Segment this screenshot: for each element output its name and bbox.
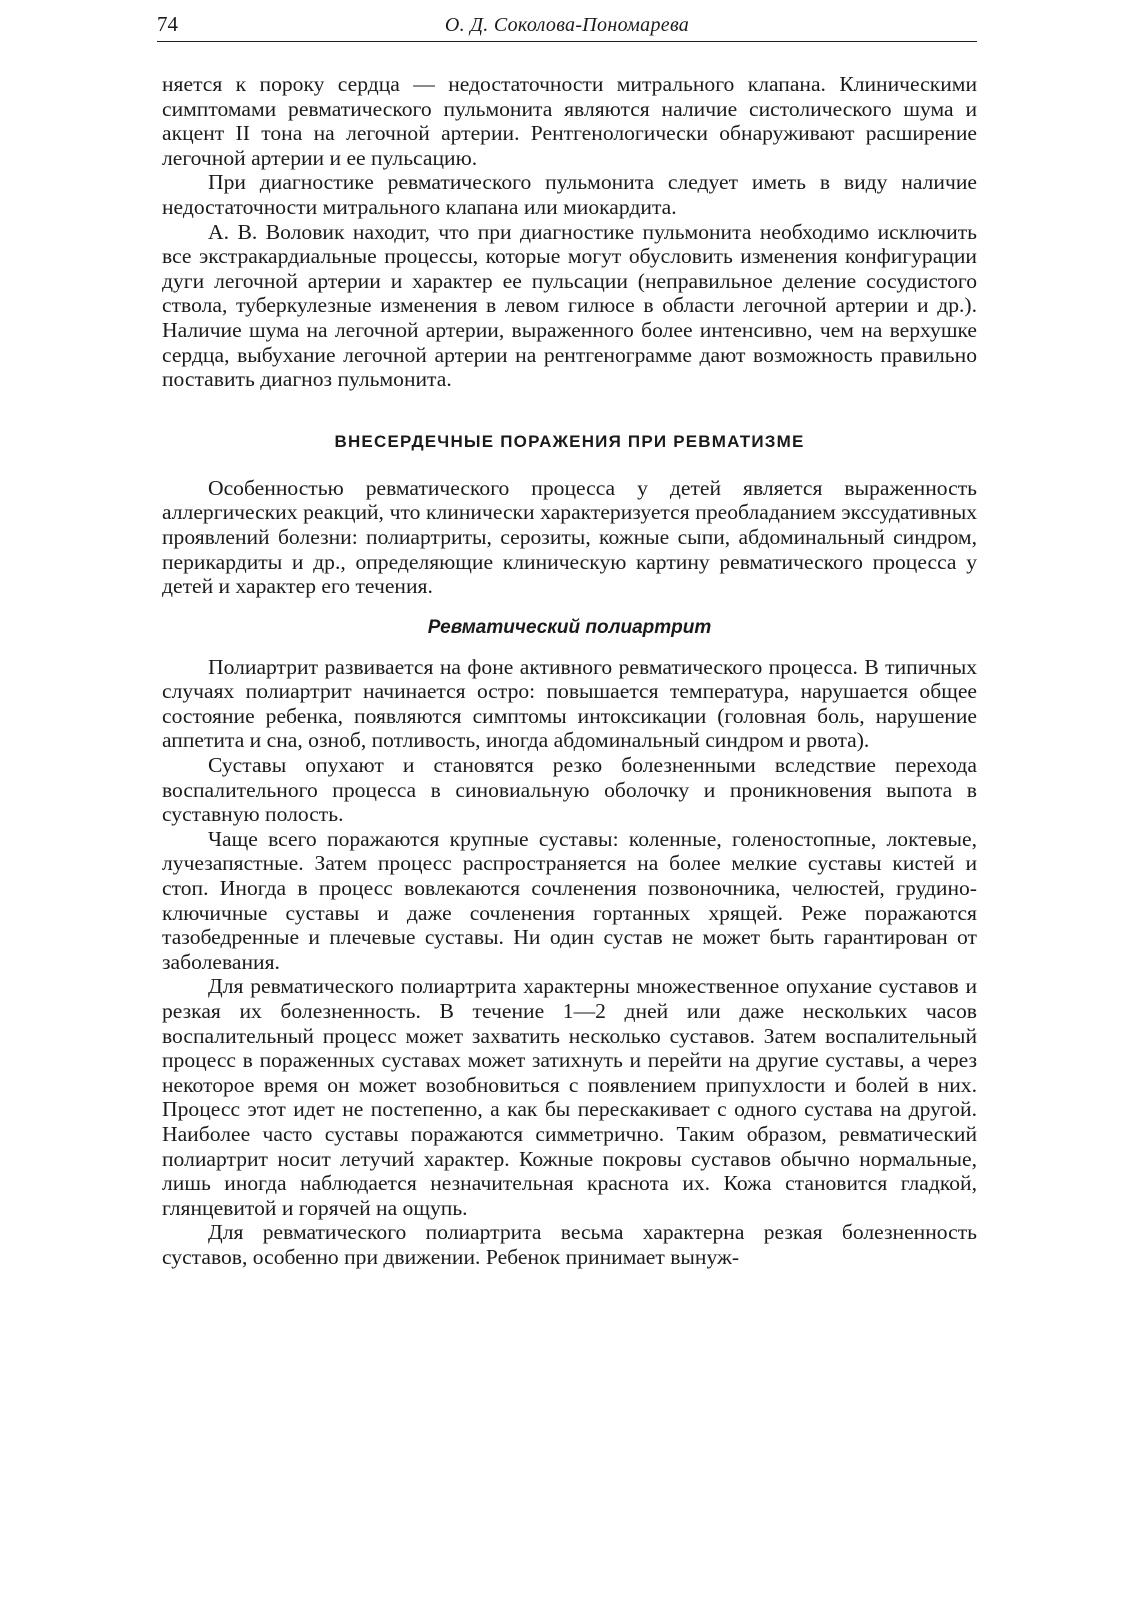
paragraph: Особенностью ревматического процесса у детей является выраженность аллергических реакций, что клинически характеризуется преобладанием экссудативных проявлений болезни: полиартриты, серозиты, кожные сыпи, абдоминальный синдром, перикардиты и др., определяющие клиническую картину ревматического процесса у детей и характер его течения. [162,475,977,599]
paragraph: Для ревматического полиартрита характерны множественное опухание суставов и резкая их болезненность. В течение 1—2 дней или даже нескольких часов воспалительный процесс может захватить несколько суставов. Затем воспалительный процесс в пораженных суставах может затихнуть и перейти на другие суставы, а через некоторое время он может возобновиться с появлением припухлости и болей в них. Процесс этот идет не постепенно, а как бы перескакивает с одного сустава на другой. Наиболее часто суставы поражаются симметрично. Таким образом, ревматический полиартрит носит летучий характер. Кожные покровы суставов обычно нормальные, лишь иногда наблюдается незначительная краснота их. Кожа становится гладкой, глянцевитой и горячей на ощупь. [162,974,977,1220]
paragraph-continuation: няется к пороку сердца — недостаточности митрального клапана. Клиническими симптомами ревматического пульмонита являются наличие систолического шума и акцент II тона на легочной артерии. Рентгенологически обнаруживают расширение легочной артерии и ее пульсацию. [162,72,977,170]
running-title: О. Д. Соколова-Пономарева [444,14,690,36]
paragraph: Для ревматического полиартрита весьма характерна резкая болезненность суставов, особенно при движении. Ребенок принимает вынуж- [162,1220,977,1269]
header-rule [157,41,977,42]
page-body [162,72,977,1270]
running-head [157,8,977,42]
section-heading: ВНЕСЕРДЕЧНЫЕ ПОРАЖЕНИЯ ПРИ РЕВМАТИЗМЕ [334,431,805,451]
paragraph: При диагностике ревматического пульмонита следует иметь в виду наличие недостаточности митрального клапана или миокардита. [162,170,977,219]
subsection-heading: Ревматический полиартрит [427,616,712,638]
paragraph: Полиартрит развивается на фоне активного ревматического процесса. В типичных случаях полиартрит начинается остро: повышается температура, нарушается общее состояние ребенка, появляются симптомы интоксикации (головная боль, нарушение аппетита и сна, озноб, потливость, иногда абдоминальный синдром и рвота). [162,654,977,753]
paragraph: Суставы опухают и становятся резко болезненными вследствие перехода воспалительного процесса в синовиальную оболочку и проникновения выпота в суставную полость. [162,753,977,827]
paragraph: Чаще всего поражаются крупные суставы: коленные, голеностопные, локтевые, лучезапястные. Затем процесс распространяется на более мелкие суставы кистей и стоп. Иногда в процесс вовлекаются сочленения позвоночника, челюстей, грудино-ключичные суставы и даже сочленения гортанных хрящей. Реже поражаются тазобедренные и плечевые суставы. Ни один сустав не может быть гарантирован от заболевания. [162,826,977,974]
paragraph: А. В. Воловик находит, что при диагностике пульмонита необходимо исключить все экстракардиальные процессы, которые могут обусловить изменения конфигурации дуги легочной артерии и характер ее пульсации (неправильное деление сосудистого ствола, туберкулезные изменения в левом гилюсе в области легочной артерии и др.). Наличие шума на легочной артерии, выраженного более интенсивно, чем на верхушке сердца, выбухание легочной артерии на рентгенограмме дают возможность правильно поставить диагноз пульмонита. [162,219,977,392]
page-number: 74 [157,12,178,36]
